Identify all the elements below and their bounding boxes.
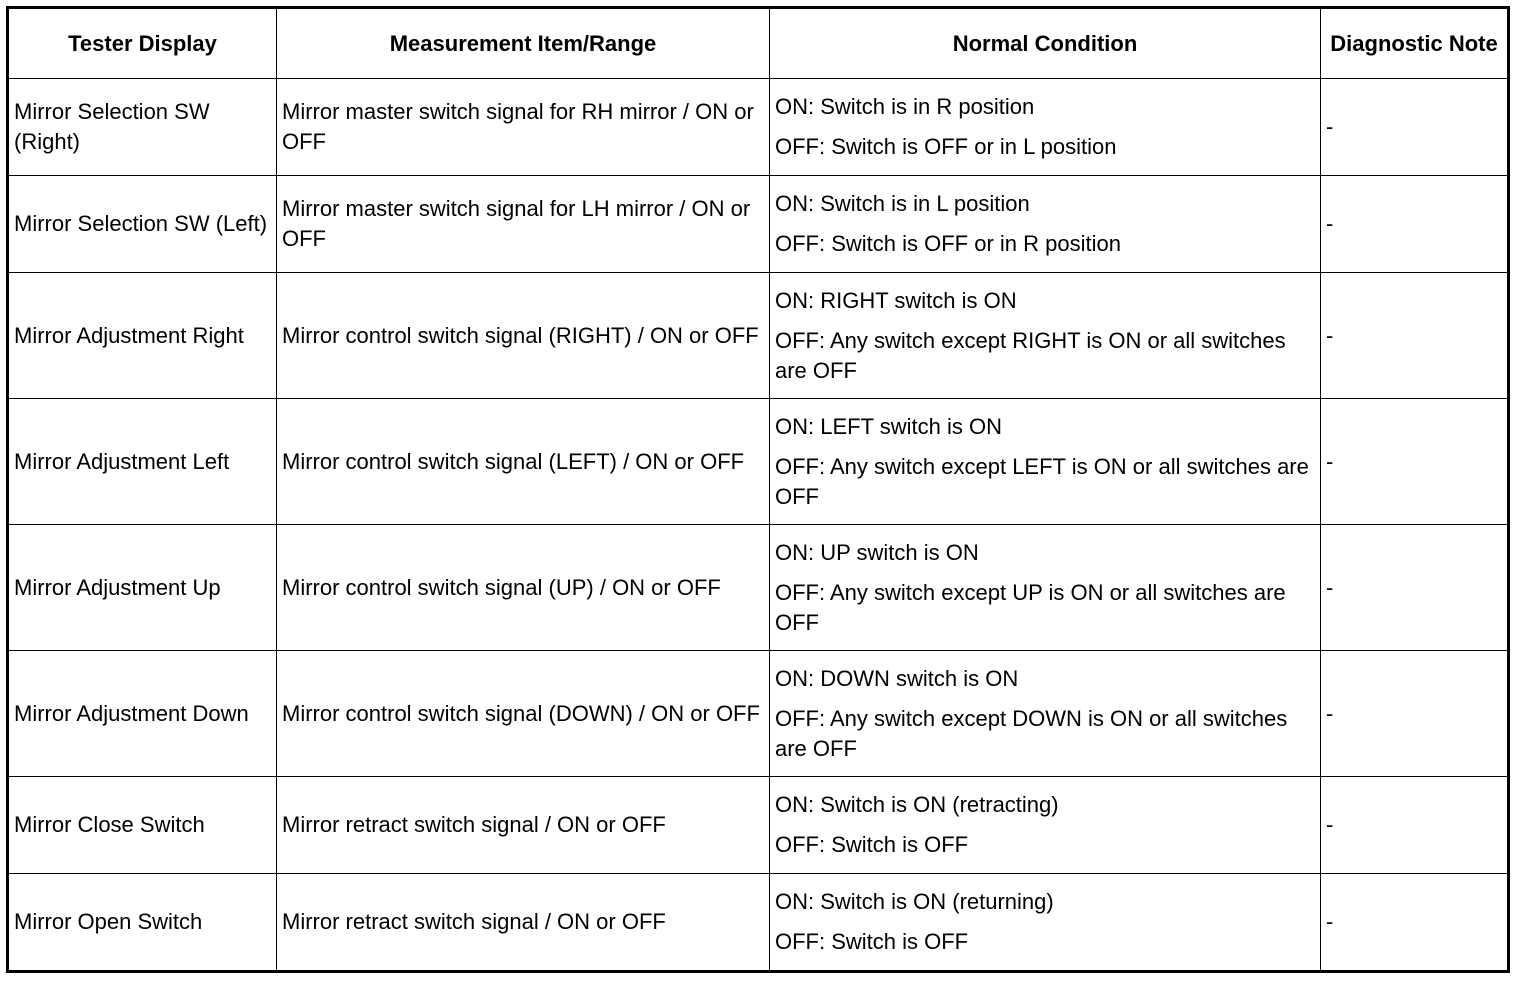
normal-condition-cell (770, 273, 1321, 399)
tester-display-cell: Mirror Open Switch (8, 874, 277, 972)
table-row (8, 79, 1509, 176)
table-row (8, 651, 1509, 777)
condition-off: OFF: Switch is OFF or in R position (775, 231, 1121, 256)
tester-display-cell: Mirror Close Switch (8, 777, 277, 874)
condition-on: ON: Switch is in L position (775, 191, 1030, 216)
measurement-cell: Mirror control switch signal (RIGHT) / ON or OFF (277, 273, 770, 399)
header-tester-display: Tester Display (8, 8, 277, 79)
measurement-cell: Mirror retract switch signal / ON or OFF (277, 874, 770, 972)
diagnostic-data-table (6, 6, 1510, 973)
condition-off: OFF: Any switch except LEFT is ON or all switches are OFF (775, 453, 1309, 509)
measurement-cell: Mirror control switch signal (LEFT) / ON or OFF (277, 399, 770, 525)
tester-display-cell: Mirror Selection SW (Right) (8, 79, 277, 176)
normal-condition-cell (770, 79, 1321, 176)
diagnostic-note-cell: - (1321, 777, 1509, 874)
measurement-cell: Mirror retract switch signal / ON or OFF (277, 777, 770, 874)
measurement-cell: Mirror master switch signal for LH mirror / ON or OFF (277, 176, 770, 273)
condition-on: ON: Switch is ON (returning) (775, 889, 1054, 914)
diagnostic-note-cell: - (1321, 651, 1509, 777)
diagnostic-note-cell: - (1321, 79, 1509, 176)
condition-off: OFF: Switch is OFF (775, 832, 969, 857)
condition-on: ON: DOWN switch is ON (775, 665, 1019, 691)
normal-condition-cell (770, 651, 1321, 777)
condition-off: OFF: Any switch except RIGHT is ON or all switches are OFF (775, 327, 1286, 383)
condition-on: ON: UP switch is ON (775, 539, 979, 565)
tester-display-cell: Mirror Adjustment Up (8, 525, 277, 651)
diagnostic-note-cell: - (1321, 176, 1509, 273)
measurement-cell: Mirror master switch signal for RH mirror / ON or OFF (277, 79, 770, 176)
normal-condition-cell (770, 777, 1321, 874)
tester-display-cell: Mirror Selection SW (Left) (8, 176, 277, 273)
table-row (8, 874, 1509, 972)
diagnostic-note-cell: - (1321, 399, 1509, 525)
diagnostic-note-cell: - (1321, 273, 1509, 399)
header-normal-condition: Normal Condition (770, 8, 1321, 79)
condition-on: ON: Switch is in R position (775, 94, 1035, 119)
measurement-cell: Mirror control switch signal (DOWN) / ON or OFF (277, 651, 770, 777)
normal-condition-cell (770, 176, 1321, 273)
table-row (8, 399, 1509, 525)
condition-off: OFF: Any switch except UP is ON or all switches are OFF (775, 579, 1286, 635)
header-measurement-item: Measurement Item/Range (277, 8, 770, 79)
condition-off: OFF: Switch is OFF or in L position (775, 134, 1117, 159)
measurement-cell: Mirror control switch signal (UP) / ON or OFF (277, 525, 770, 651)
condition-on: ON: RIGHT switch is ON (775, 287, 1017, 313)
diagnostic-note-cell: - (1321, 525, 1509, 651)
tester-display-cell: Mirror Adjustment Left (8, 399, 277, 525)
header-diagnostic-note: Diagnostic Note (1321, 8, 1509, 79)
table-row (8, 273, 1509, 399)
tester-display-cell: Mirror Adjustment Down (8, 651, 277, 777)
condition-on: ON: Switch is ON (retracting) (775, 792, 1059, 817)
table-row (8, 176, 1509, 273)
tester-display-cell: Mirror Adjustment Right (8, 273, 277, 399)
table-header-row (8, 8, 1509, 79)
condition-off: OFF: Switch is OFF (775, 929, 969, 954)
normal-condition-cell (770, 874, 1321, 972)
condition-off: OFF: Any switch except DOWN is ON or all switches are OFF (775, 705, 1288, 761)
normal-condition-cell (770, 399, 1321, 525)
normal-condition-cell (770, 525, 1321, 651)
table-row (8, 777, 1509, 874)
diagnostic-note-cell: - (1321, 874, 1509, 972)
table-row (8, 525, 1509, 651)
condition-on: ON: LEFT switch is ON (775, 413, 1002, 439)
